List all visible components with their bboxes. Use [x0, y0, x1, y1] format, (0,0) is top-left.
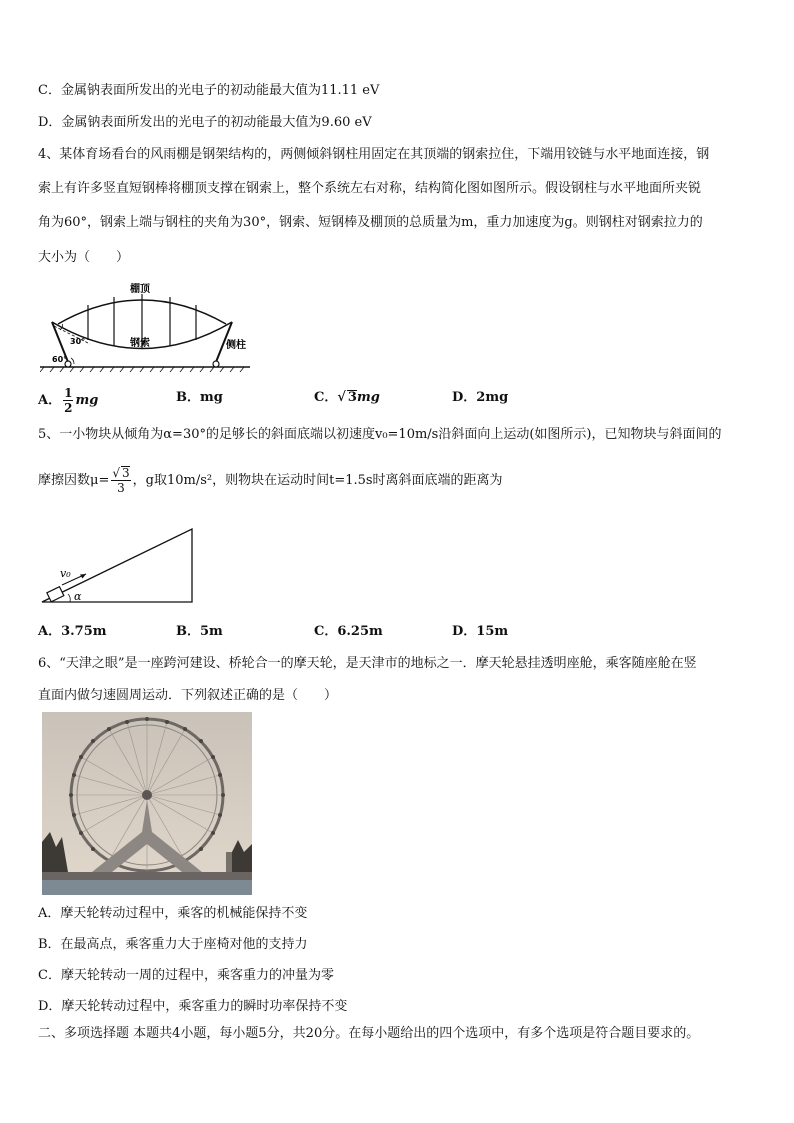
tianjin-eye-photo — [42, 712, 252, 895]
roof-label: 棚顶 — [130, 284, 150, 295]
q4-option-b: B．mg — [176, 390, 223, 405]
q6-option-a: A．摩天轮转动过程中，乘客的机械能保持不变 — [38, 906, 308, 921]
q4-stem-line1: 4、某体育场看台的风雨棚是钢架结构的，两侧倾斜钢柱用固定在其顶端的钢索拉住，下端用铰链与水平地面连接，钢 — [38, 147, 710, 162]
q6-option-c: C．摩天轮转动一周的过程中，乘客重力的冲量为零 — [38, 968, 334, 983]
q6-option-d: D．摩天轮转动过程中，乘客重力的瞬时功率保持不变 — [38, 999, 348, 1014]
q6-stem-line1: 6、“天津之眼”是一座跨河建设、桥轮合一的摩天轮，是天津市的地标之一．摩天轮悬挂透明座舱，乘客随座舱在竖 — [38, 656, 697, 671]
q5-incline-diagram — [40, 527, 200, 607]
q5-stem-line1: 5、一小物块从倾角为α=30°的足够长的斜面底端以初速度v₀=10m/s沿斜面向上运动(如图所示)，已知物块与斜面间的 — [38, 427, 722, 442]
q4-stem-line3: 角为60°，钢索上端与钢柱的夹角为30°，钢索、短钢棒及棚顶的总质量为m，重力加速度为g。则钢柱对钢索拉力的 — [38, 215, 703, 230]
alpha-label: α — [74, 590, 82, 603]
q5-stem-line2: 摩擦因数μ= $\frac{√ 3}{3}$ ，g取10m/s²，则物块在运动时间t=1.5s时离斜面底端的距离为 — [38, 466, 503, 495]
q5-option-a: A．3.75m — [38, 624, 107, 639]
q5-option-c: C．6.25m — [314, 624, 383, 639]
q4-stem-line4: 大小为（ ） — [38, 250, 130, 265]
angle-60-label: 60° — [52, 355, 68, 364]
q4-option-a: A． $\frac{1}{2}$ mg — [38, 386, 99, 415]
q5-option-d: D．15m — [452, 624, 509, 639]
q5-option-b: B．5m — [176, 624, 223, 639]
cable-label: 钢索 — [130, 338, 150, 349]
q4-option-d: D．2mg — [452, 390, 509, 405]
q4-option-c: C．√ 3mg — [314, 390, 380, 405]
v0-label: v₀ — [60, 567, 71, 580]
q4-canopy-diagram — [40, 280, 260, 380]
q4-stem-line2: 索上有许多竖直短钢棒将棚顶支撑在钢索上，整个系统左右对称，结构简化图如图所示。假设钢柱与水平地面所夹锐 — [38, 181, 702, 196]
column-label: 侧柱 — [226, 340, 246, 351]
q3-option-d: D．金属钠表面所发出的光电子的初动能最大值为9.60 eV — [38, 115, 372, 130]
q6-stem-line2: 直面内做匀速圆周运动．下列叙述正确的是（ ） — [38, 688, 338, 703]
q6-option-b: B．在最高点，乘客重力大于座椅对他的支持力 — [38, 937, 308, 952]
angle-30-label: 30° — [70, 337, 86, 346]
q3-option-c: C．金属钠表面所发出的光电子的初动能最大值为11.11 eV — [38, 83, 380, 98]
section2-heading: 二、多项选择题 本题共4小题，每小题5分，共20分。在每小题给出的四个选项中，有多个选项是符合题目要求的。 — [38, 1026, 700, 1041]
